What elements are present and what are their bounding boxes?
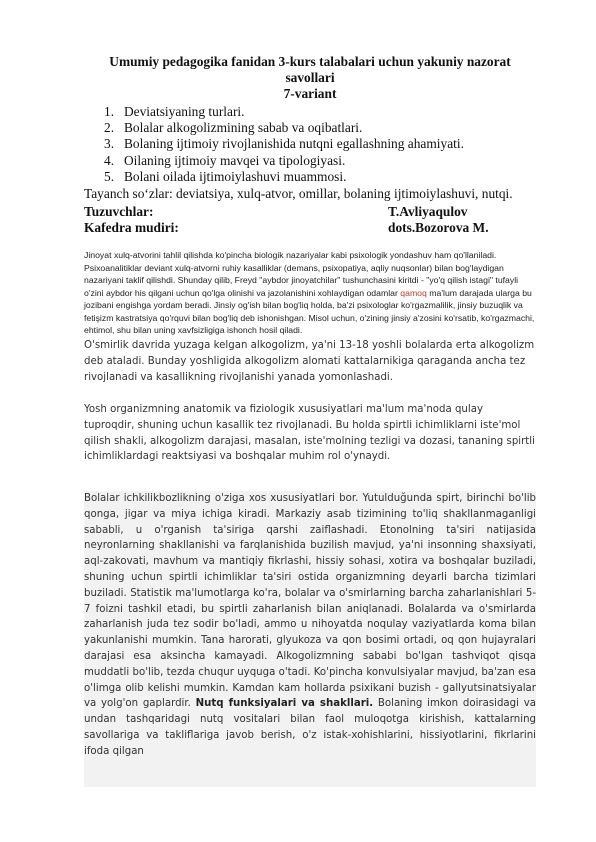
question-text: Oilaning ijtimoiy mavqei va tipologiyasi. — [124, 152, 346, 168]
highlighted-word: qamoq — [400, 287, 427, 298]
head-label: Kafedra mudiri: — [84, 220, 179, 235]
question-item — [104, 104, 464, 120]
question-list — [104, 104, 464, 185]
question-number: 5. — [104, 168, 115, 184]
question-item — [104, 136, 464, 152]
question-text: Bolani oilada ijtimoiylashuvi muammosi. — [124, 168, 347, 184]
question-text: Bolaning ijtimoiy rivojlanishida nutqni egallashning ahamiyati. — [124, 136, 464, 152]
question-item — [104, 120, 464, 136]
paragraph-text: Bolalar ichkilikbozlikning o'ziga xos xususiyatlari bor. Yutulduğunda spirt, birinchi bo'lib qonga, jigar va miya ichiga kiradi. Markaziy asab tizimining to'liq shakllanmaganligi sababli, u o'rganish ta'siriga qarshi zaiflashadi. Etonolning ta'siri natijasida neyronlarning shakllanishi va farqlanishida buzilish mavjud, ya'ni insonning shaxsiyati, aql-zakovati, mavhum va mantiqiy fikrlashi, hissiy sohasi, xotira va boshqalar buziladi, shuning uchun spirtli ichimliklar ta'siri ostida organizmning deyarli barcha tizimlari buziladi. Statistik ma'lumotlarga ko'ra, bolalar va o'smirlarning barcha zaharlanishlari 5-7 foizni tashkil etadi, bu spirtli zaharlanish bilan aniqlanadi. Bolalarda va o'smirlarda zaharlanish juda tez sodir bo'ladi, ammo u nihoyatda noqulay vaziyatlarda koma bilan yakunlanishi mumkin. Tana harorati, glyukoza va qon bosimi ortadi, oq qon hujayralari darajasi esa aksincha kamayadi. Alkogolizmning sababi bo'lgan tashviqot qisqa muddatli bo'lib, tezda chuqur uyquga o'tadi. Ko'pincha konvulsiyalar mavjud, ba'zan esa o'limga olib kelishi mumkin. Kamdan kam hollarda psixikani buzish - gallyutsinatsiyalar va yolg'on gaplardir. — [84, 493, 536, 710]
compiler-name: T.Avliyaqulov — [388, 204, 468, 219]
question-text: Deviatsiyaning turlari. — [124, 104, 245, 119]
question-number: 1. — [104, 104, 115, 119]
variant-label: 7-variant — [283, 86, 337, 101]
paragraph-organism-features: Yosh organizmning anatomik va fiziologik xususiyatlari ma'lum ma'noda qulay tuproqdir, shuning uchun kasallik tez rivojlanadi. Bu holda spirtli ichimliklarni iste'mol qilish shakli, alkogolizm darajasi, masalan, iste'molning tezligi va dozasi, tananing spirtli ichimliklardagi reaktsiyasi va boshqalar muhim rol o'ynaydi. — [84, 404, 535, 463]
paragraph-psychology — [84, 249, 536, 337]
paragraph-text: Bolaning imkon doirasidagi va undan tashqaridagi nutq vositalari bilan faol muloqotga kirishish, kattalarning savollariga va takliflariga javob berish, o'z istak-xohishlarini, hissiyotlarini, fikrlarini ifoda qilgan — [84, 698, 536, 757]
document-title-block — [90, 54, 530, 102]
question-item — [104, 169, 464, 185]
paragraph-text: Jinoyat xulq-atvorini tahlil qilishda ko'pincha biologik nazariyalar kabi psixologik yondashuv ham qo'llaniladi. Psixoanalitiklar deviant xulq-atvorni ruhiy kasalliklar (demans, psixopatiya, aqliy nuqsonlar) bilan bog'laydigan nazariyani taklif qilishdi. Shunday qilib, Freyd "aybdor jinoyatchilar" tushunchasini kiritdi - "yo'q qilish istagi" tufayli o'zini aybdor his qilgani uchun qo'lga olinishi va jazolanishini xohlaydigan odamlar — [84, 250, 519, 298]
question-text: Bolalar alkogolizmining sabab va oqibatlari. — [124, 120, 363, 136]
head-name: dots.Bozorova M. — [388, 220, 489, 235]
document-title: Umumiy pedagogika fanidan 3-kurs talabalari uchun yakuniy nazorat savollari — [109, 54, 511, 85]
compiler-label: Tuzuvchlar: — [84, 204, 154, 219]
paragraph-adolescent-alcoholism: O'smirlik davrida yuzaga kelgan alkogolizm, ya'ni 13-18 yoshli bolalarda erta alkogolizm deb ataladi. Bunday yoshligida alkogolizm alomati kattalarnikiga qaraganda ancha tez rivojlanadi va kasallikning rivojlanishi yanada yomonlashadi. — [84, 340, 535, 383]
question-number: 2. — [104, 120, 115, 136]
paragraph-text: ma'lum darajada ularga bu jozibani engishga yordam beradi. Jinsiy og'ish bilan bog'liq holda, ba'zi psixologlar ko'rgazmalilik, jinsiy buzuqlik va fetişizm kastratsiya qo'rquvi bilan bog'liq deb ishonishgan. Misol uchun, o'zining jinsiy a'zosini ko'rsatib, ko'rgazmachi, ehtimol, shu bilan uning xavfsizligiga ishonch hosil qiladi. — [84, 287, 535, 335]
keywords-line: Tayanch so‘zlar: deviatsiya, xulq-atvor, omillar, bolaning ijtimoiylashuvi, nutqi. — [84, 186, 513, 201]
question-item — [104, 153, 464, 169]
question-number: 4. — [104, 152, 115, 168]
section-heading-speech: Nutq funksiyalari va shakllari. — [195, 698, 374, 710]
paragraph-child-drinking — [84, 491, 536, 787]
question-number: 3. — [104, 136, 115, 152]
